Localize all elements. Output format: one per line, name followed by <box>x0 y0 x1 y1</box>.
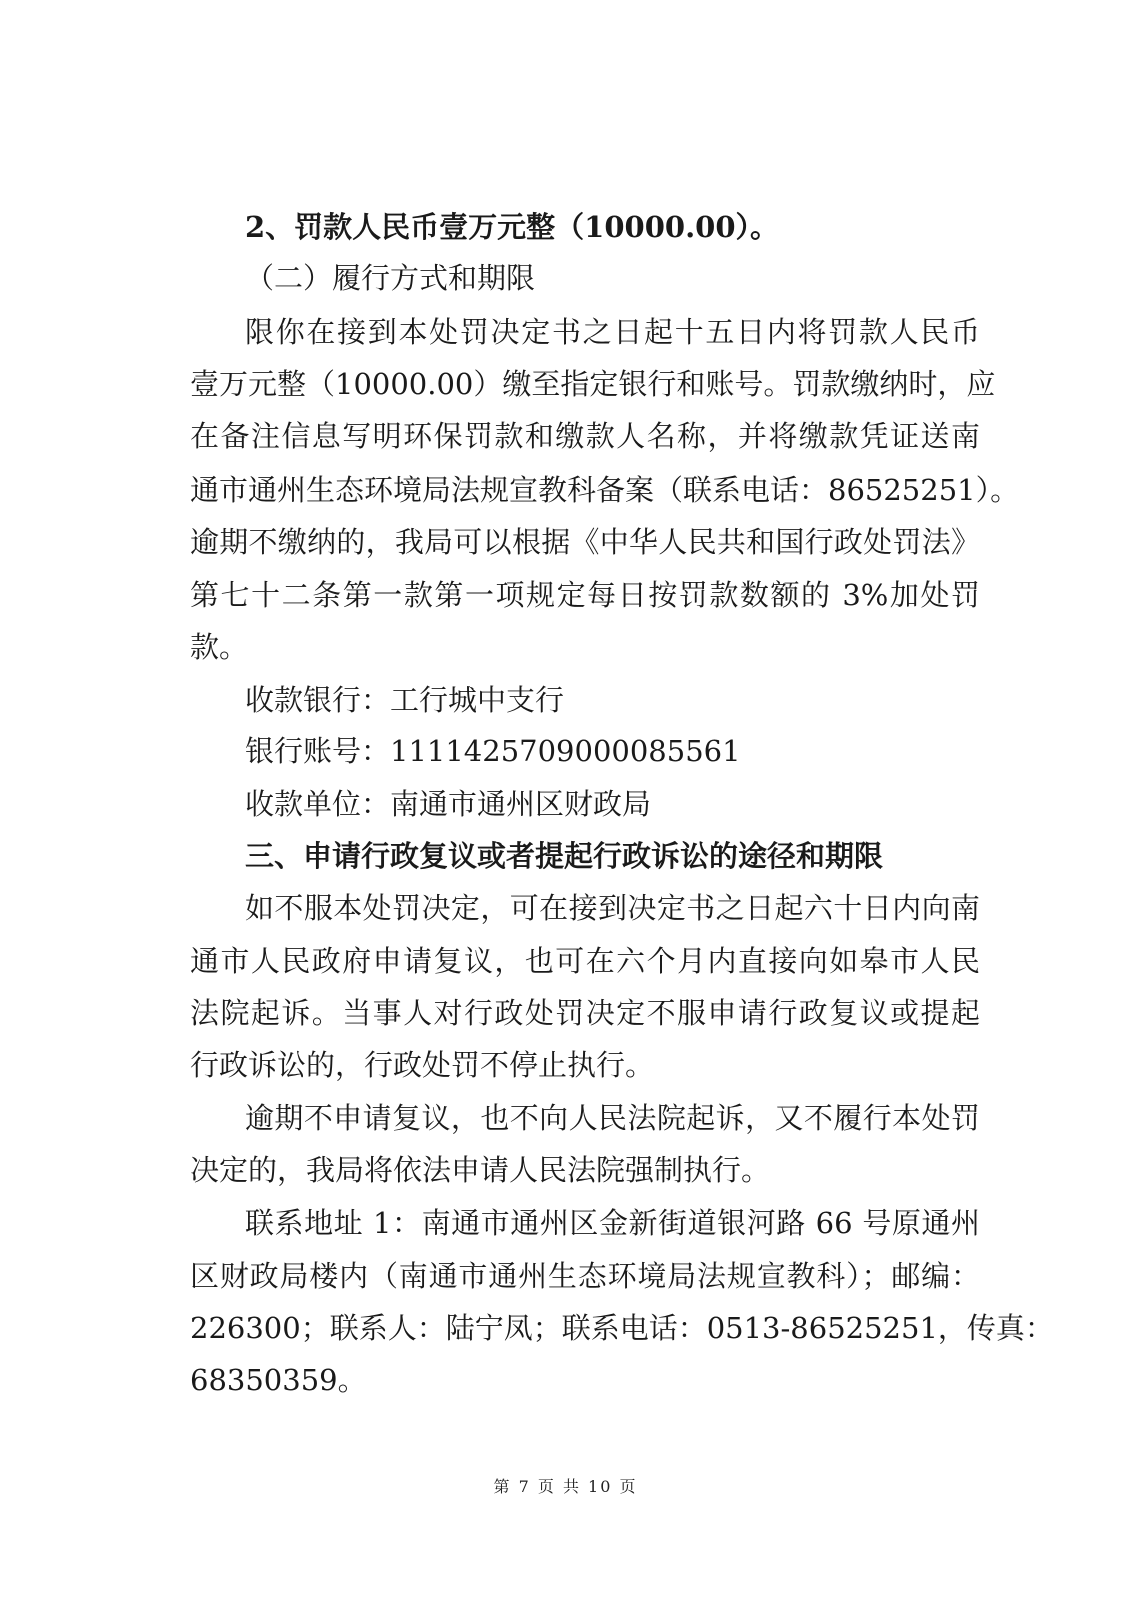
bank-name: 收款银行：工行城中支行 <box>245 683 565 717</box>
payment-paragraph-line: 第七十二条第一款第一项规定每日按罚款数额的 3%加处罚 <box>190 578 980 612</box>
payee: 收款单位：南通市通州区财政局 <box>245 787 652 821</box>
contact-paragraph-line: 68350359。 <box>190 1363 367 1397</box>
payment-paragraph-line: 限你在接到本处罚决定书之日起十五日内将罚款人民币 <box>245 315 980 349</box>
contact-paragraph-line: 226300；联系人：陆宁凤；联系电话：0513-86525251，传真： <box>190 1311 1054 1345</box>
bank-account: 银行账号：1111425709000085561 <box>245 734 741 768</box>
page-number: 第 7 页 共 10 页 <box>493 1477 638 1496</box>
section-heading-appeal: 三、申请行政复议或者提起行政诉讼的途径和期限 <box>245 839 884 873</box>
payment-paragraph-line: 通市通州生态环境局法规宣教科备案（联系电话：86525251）。 <box>190 473 1020 507</box>
appeal-paragraph-line: 通市人民政府申请复议，也可在六个月内直接向如皋市人民 <box>190 944 980 978</box>
payment-paragraph-line: 在备注信息写明环保罚款和缴款人名称，并将缴款凭证送南 <box>190 419 980 453</box>
appeal-paragraph-line: 法院起诉。当事人对行政处罚决定不服申请行政复议或提起 <box>190 996 980 1030</box>
contact-paragraph-line: 联系地址 1：南通市通州区金新街道银河路 66 号原通州 <box>245 1206 980 1240</box>
payment-paragraph-line: 款。 <box>190 630 249 664</box>
fine-item: 2、罚款人民币壹万元整（10000.00）。 <box>245 210 780 244</box>
payment-paragraph-line: 逾期不缴纳的，我局可以根据《中华人民共和国行政处罚法》 <box>190 525 980 559</box>
enforcement-paragraph-line: 决定的，我局将依法申请人民法院强制执行。 <box>190 1153 771 1187</box>
appeal-paragraph-line: 如不服本处罚决定，可在接到决定书之日起六十日内向南 <box>245 891 980 925</box>
contact-paragraph-line: 区财政局楼内（南通市通州生态环境局法规宣教科）；邮编： <box>190 1259 980 1293</box>
section-heading-payment: （二）履行方式和期限 <box>245 261 536 295</box>
payment-paragraph-line: 壹万元整（10000.00）缴至指定银行和账号。罚款缴纳时，应 <box>190 367 996 401</box>
enforcement-paragraph-line: 逾期不申请复议，也不向人民法院起诉，又不履行本处罚 <box>245 1101 980 1135</box>
appeal-paragraph-line: 行政诉讼的，行政处罚不停止执行。 <box>190 1048 655 1082</box>
